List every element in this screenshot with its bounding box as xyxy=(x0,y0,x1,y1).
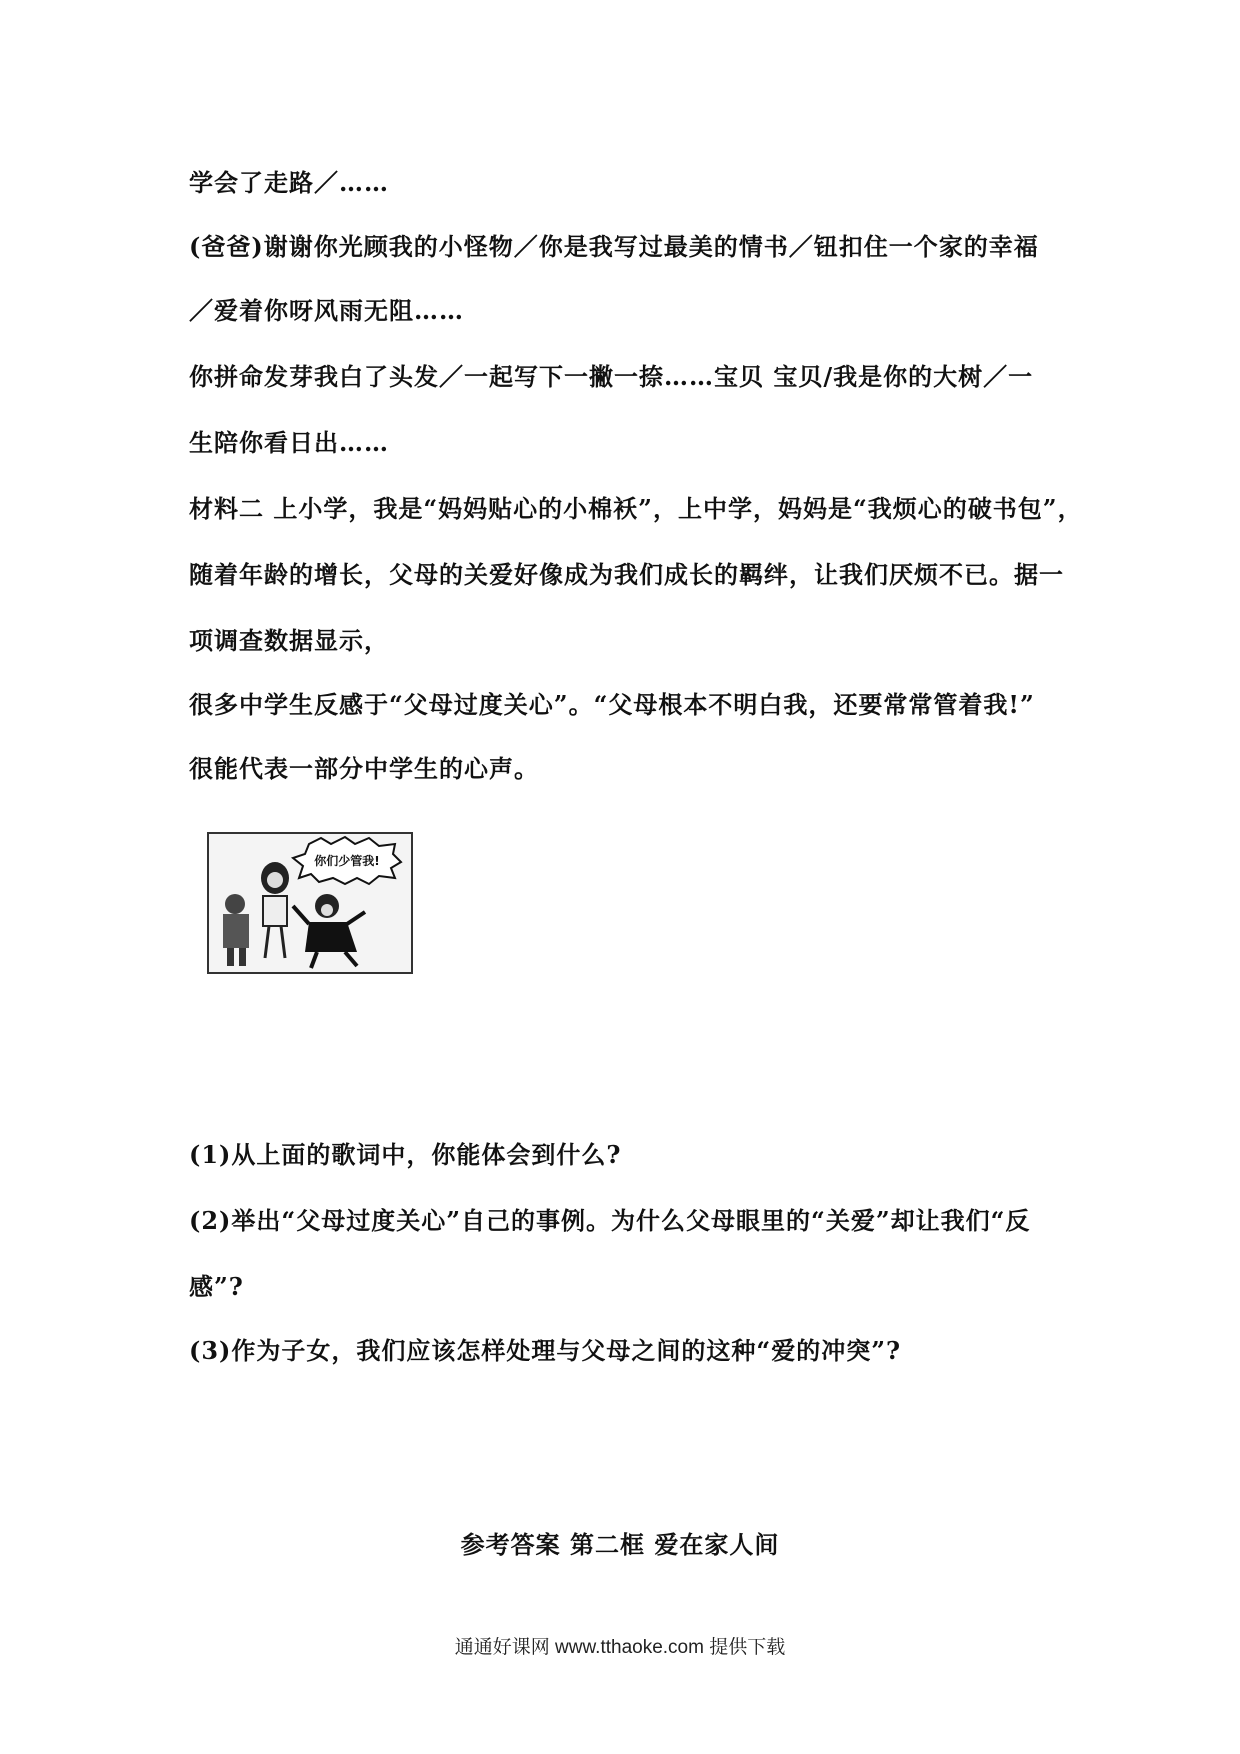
lyric-line: 你拼命发芽我白了头发／一起写下一撇一捺……宝贝 宝贝/我是你的大树／一 xyxy=(189,362,1034,391)
material-line: 材料二 上小学，我是“妈妈贴心的小棉袄”，上中学，妈妈是“我烦心的破书包”， xyxy=(189,494,1083,523)
material-line: 很能代表一部分中学生的心声。 xyxy=(189,754,539,783)
material-line: 随着年龄的增长，父母的关爱好像成为我们成长的羁绊，让我们厌烦不已。据一 xyxy=(189,560,1064,589)
material-line: 项调查数据显示， xyxy=(189,626,389,655)
material-line: 很多中学生反感于“父母过度关心”。“父母根本不明白我，还要常常管着我!” xyxy=(189,690,1035,719)
lyric-line: (爸爸)谢谢你光顾我的小怪物／你是我写过最美的情书／钮扣住一个家的幸福 xyxy=(189,232,1039,261)
question-line: (1)从上面的歌词中，你能体会到什么? xyxy=(189,1140,622,1169)
question-line: 感”? xyxy=(189,1272,244,1301)
lyric-line: 学会了走路／…… xyxy=(189,168,389,197)
cartoon-drawing xyxy=(209,834,411,972)
cartoon-image xyxy=(207,832,413,974)
speech-bubble-text: 你们少管我! xyxy=(314,854,380,868)
lyric-line: 生陪你看日出…… xyxy=(189,428,389,457)
lyric-line: ／爱着你呀风雨无阻…… xyxy=(189,296,464,325)
question-line: (3)作为子女，我们应该怎样处理与父母之间的这种“爱的冲突”? xyxy=(189,1336,902,1365)
page-footer: 通通好课网 www.tthaoke.com 提供下载 xyxy=(454,1637,786,1658)
question-line: (2)举出“父母过度关心”自己的事例。为什么父母眼里的“关爱”却让我们“反 xyxy=(189,1206,1031,1235)
answer-heading: 参考答案 第二框 爱在家人间 xyxy=(460,1530,780,1559)
